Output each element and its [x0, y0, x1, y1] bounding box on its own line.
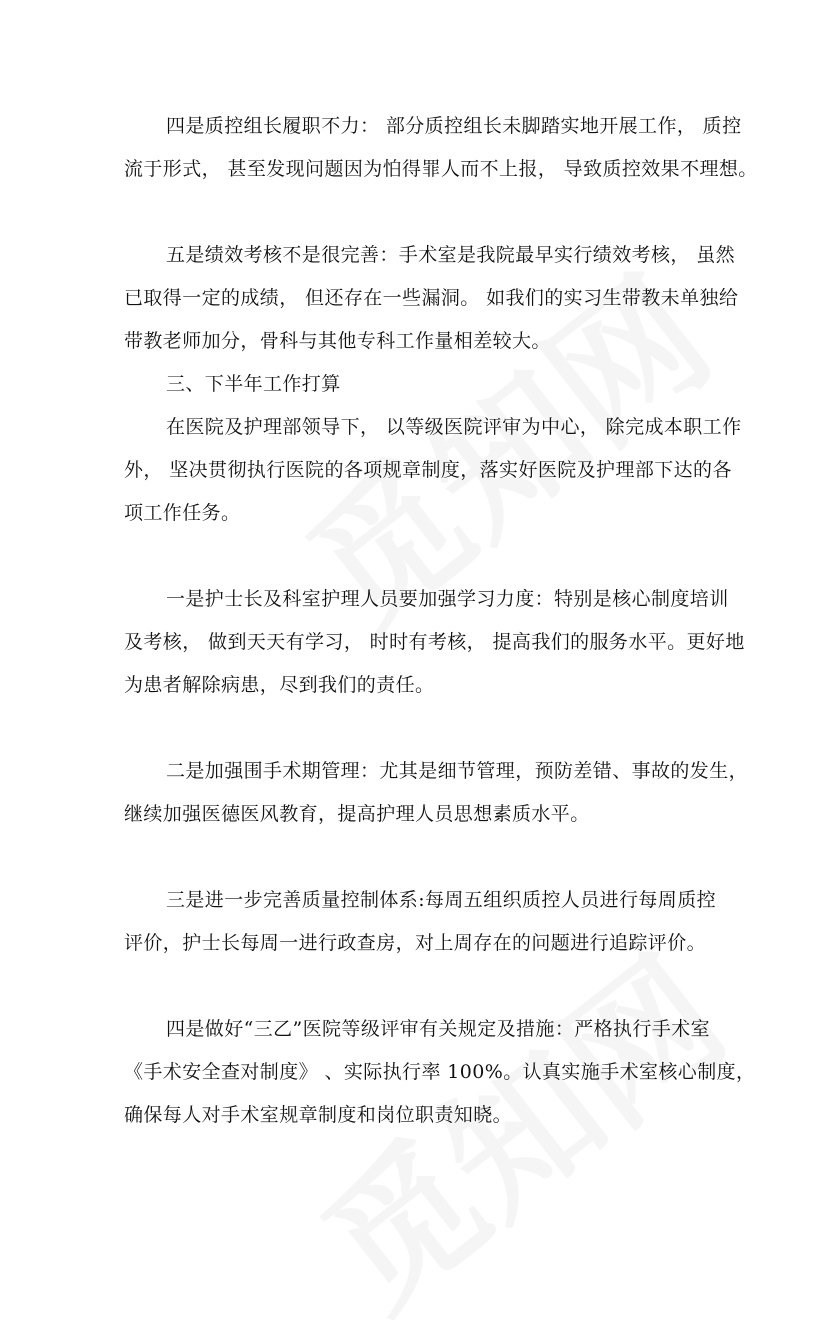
text-line: 二是加强围手术期管理：尤其是细节管理，预防差错、事故的发生，: [166, 760, 749, 782]
text-line: 外， 坚决贯彻执行医院的各项规章制度，落实好医院及护理部下达的各: [124, 459, 732, 481]
text-line: 评价，护士长每周一进行政查房，对上周存在的问题进行追踪评价。: [124, 932, 707, 954]
section-heading: 三、下半年工作打算: [166, 373, 341, 395]
text-line: 一是护士长及科室护理人员要加强学习力度：特别是核心制度培训: [166, 588, 729, 610]
text-line: 四是做好“三乙”医院等级评审有关规定及措施：严格执行手术室: [166, 1018, 711, 1040]
text-line: 三是进一步完善质量控制体系:每周五组织质控人员进行每周质控: [166, 889, 717, 911]
text-line: 为患者解除病患，尽到我们的责任。: [124, 674, 435, 696]
text-line: 五是绩效考核不是很完善：手术室是我院最早实行绩效考核， 虽然: [166, 244, 736, 266]
text-line: 已取得一定的成绩， 但还存在一些漏洞。 如我们的实习生带教未单独给: [124, 287, 739, 309]
text-line: 及考核， 做到天天有学习， 时时有考核， 提高我们的服务水平。更好地: [124, 631, 745, 653]
text-line: 项工作任务。: [124, 502, 241, 524]
watermark-mark-bottom: [302, 937, 749, 1332]
text-line: 四是质控组长履职不力： 部分质控组长未脚踏实地开展工作， 质控: [166, 115, 742, 137]
text-line: 在医院及护理部领导下， 以等级医院评审为中心， 除完成本职工作: [166, 416, 742, 438]
text-line: 确保每人对手术室规章制度和岗位职责知晓。: [124, 1104, 513, 1126]
text-line: 继续加强医德医风教育，提高护理人员思想素质水平。: [124, 803, 590, 825]
text-line: 带教老师加分，骨科与其他专科工作量相差较大。: [124, 330, 551, 352]
text-line: 流于形式， 甚至发现问题因为怕得罪人而不上报， 导致质控效果不理想。: [124, 158, 758, 180]
text-line: 《手术安全查对制度》 、实际执行率 100%。认真实施手术室核心制度，: [124, 1061, 756, 1083]
